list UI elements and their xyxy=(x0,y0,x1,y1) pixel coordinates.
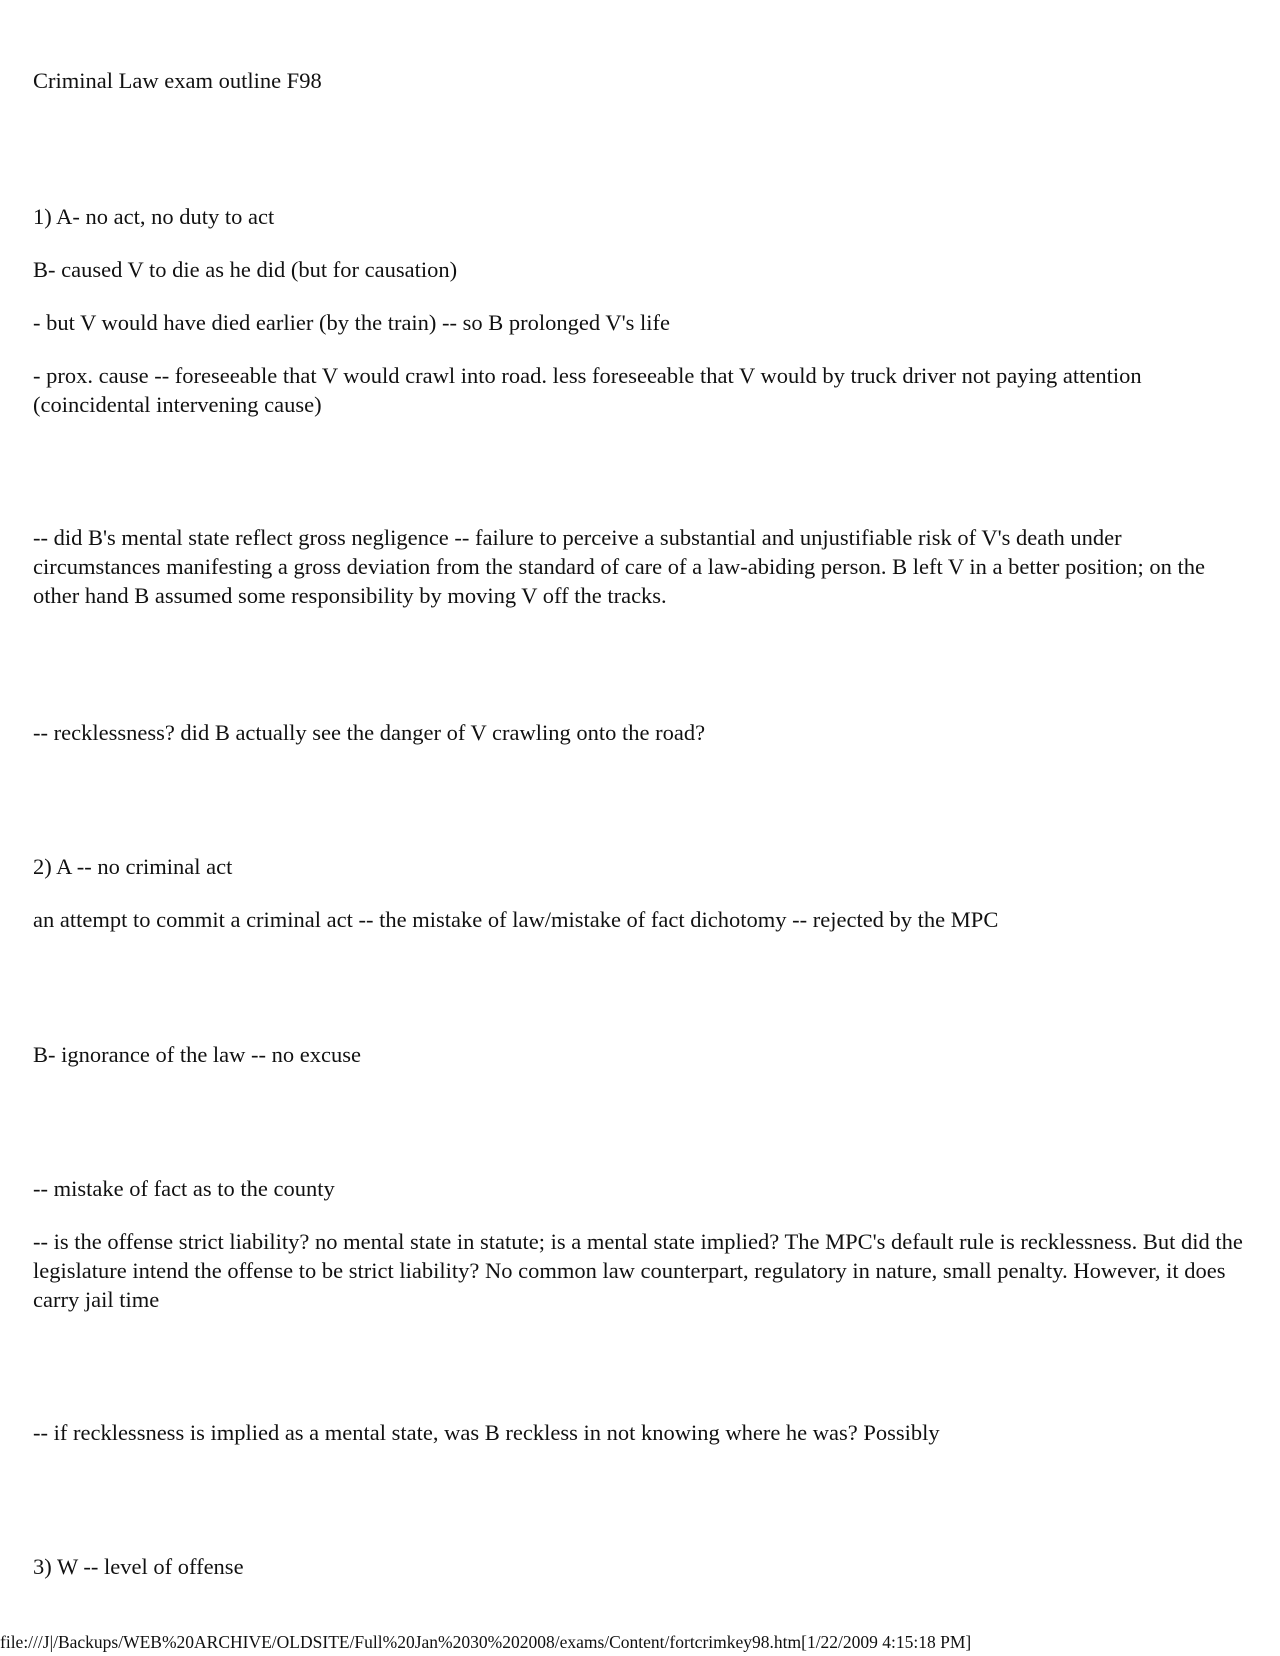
paragraph: 1) A- no act, no duty to act xyxy=(33,204,275,229)
paragraph: B- ignorance of the law -- no excuse xyxy=(33,1042,361,1067)
paragraph: - but V would have died earlier (by the train) -- so B prolonged V's life xyxy=(33,310,671,335)
paragraph: 3) W -- level of offense xyxy=(33,1554,244,1579)
paragraph: 2) A -- no criminal act xyxy=(33,854,233,879)
document-page xyxy=(33,0,1248,1620)
paragraph: -- mistake of fact as to the county xyxy=(33,1176,335,1201)
paragraph: -- recklessness? did B actually see the danger of V crawling onto the road? xyxy=(33,720,706,745)
paragraph: an attempt to commit a criminal act -- the mistake of law/mistake of fact dichotomy -- rejected by the MPC xyxy=(33,907,999,932)
paragraph: -- is the offense strict liability? no mental state in statute; is a mental state implied? The MPC's default rule is recklessness. But did the legislature intend the offense to be strict liability? No common law counterpart, regulatory in nature, small penalty. However, it does carry jail time xyxy=(33,1229,1243,1312)
paragraph: - prox. cause -- foreseeable that V would crawl into road. less foreseeable that V would by truck driver not paying attention (coincidental intervening cause) xyxy=(33,363,1142,417)
paragraph: -- did B's mental state reflect gross negligence -- failure to perceive a substantial and unjustifiable risk of V's death under circumstances manifesting a gross deviation from the standard of care of a law-abiding person. B left V in a better position; on the other hand B assumed some responsibility by moving V off the tracks. xyxy=(33,525,1205,608)
document-title: Criminal Law exam outline F98 xyxy=(33,68,322,93)
print-footer: file:///J|/Backups/WEB%20ARCHIVE/OLDSITE/Full%20Jan%2030%202008/exams/Content/fortcrimkey98.htm[1/22/2009 4:15:18 PM] xyxy=(0,1632,972,1652)
paragraph: B- caused V to die as he did (but for causation) xyxy=(33,257,458,282)
paragraph: -- if recklessness is implied as a mental state, was B reckless in not knowing where he was? Possibly xyxy=(33,1420,940,1445)
